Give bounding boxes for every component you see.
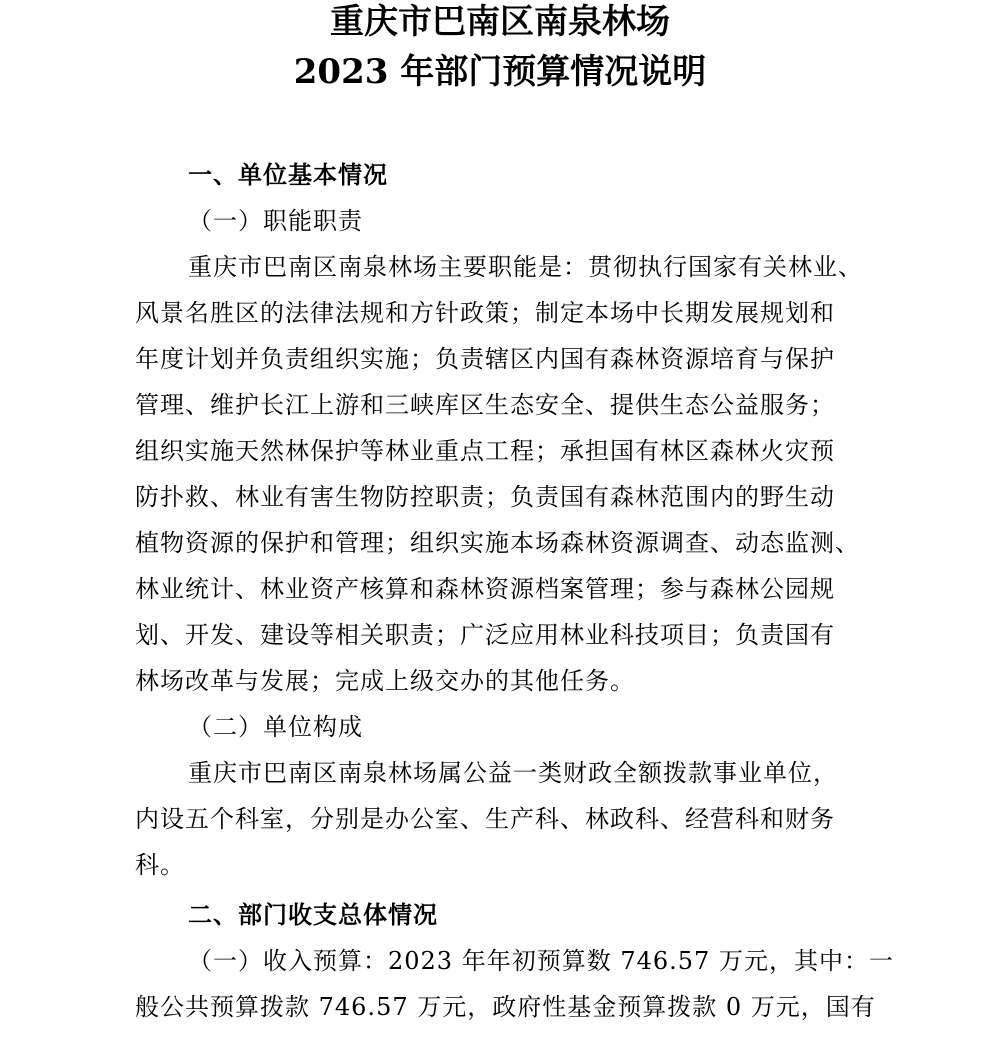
paragraph-line: 年度计划并负责组织实施；负责辖区内国有森林资源培育与保护 bbox=[135, 345, 835, 373]
paragraph-line: 划、开发、建设等相关职责；广泛应用林业科技项目；负责国有 bbox=[135, 621, 835, 649]
paragraph-line: 重庆市巴南区南泉林场属公益一类财政全额拨款事业单位， bbox=[188, 759, 838, 787]
section1-sub2-heading: （二）单位构成 bbox=[188, 713, 363, 741]
paragraph-line: 植物资源的保护和管理；组织实施本场森林资源调查、动态监测、 bbox=[135, 529, 860, 557]
paragraph-line: 般公共预算拨款 746.57 万元，政府性基金预算拨款 0 万元，国有 bbox=[135, 993, 876, 1021]
paragraph-line: 林场改革与发展；完成上级交办的其他任务。 bbox=[135, 667, 635, 695]
section1-heading: 一、单位基本情况 bbox=[188, 161, 388, 189]
paragraph-line: （一）收入预算：2023 年年初预算数 746.57 万元，其中：一 bbox=[188, 947, 894, 975]
paragraph-line: 林业统计、林业资产核算和森林资源档案管理；参与森林公园规 bbox=[135, 575, 835, 603]
paragraph-line: 组织实施天然林保护等林业重点工程；承担国有林区森林火灾预 bbox=[135, 437, 835, 465]
title-line-1: 重庆市巴南区南泉林场 bbox=[330, 2, 670, 42]
section2-heading: 二、部门收支总体情况 bbox=[188, 901, 438, 929]
paragraph-line: 风景名胜区的法律法规和方针政策；制定本场中长期发展规划和 bbox=[135, 299, 835, 327]
paragraph-line: 科。 bbox=[135, 851, 185, 879]
paragraph-line: 防扑救、林业有害生物防控职责；负责国有森林范围内的野生动 bbox=[135, 483, 835, 511]
section1-sub1-heading: （一）职能职责 bbox=[188, 207, 363, 235]
paragraph-line: 内设五个科室，分别是办公室、生产科、林政科、经营科和财务 bbox=[135, 805, 835, 833]
title-line-2: 2023 年部门预算情况说明 bbox=[293, 52, 707, 92]
paragraph-line: 管理、维护长江上游和三峡库区生态安全、提供生态公益服务； bbox=[135, 391, 835, 419]
paragraph-line: 重庆市巴南区南泉林场主要职能是：贯彻执行国家有关林业、 bbox=[188, 253, 863, 281]
